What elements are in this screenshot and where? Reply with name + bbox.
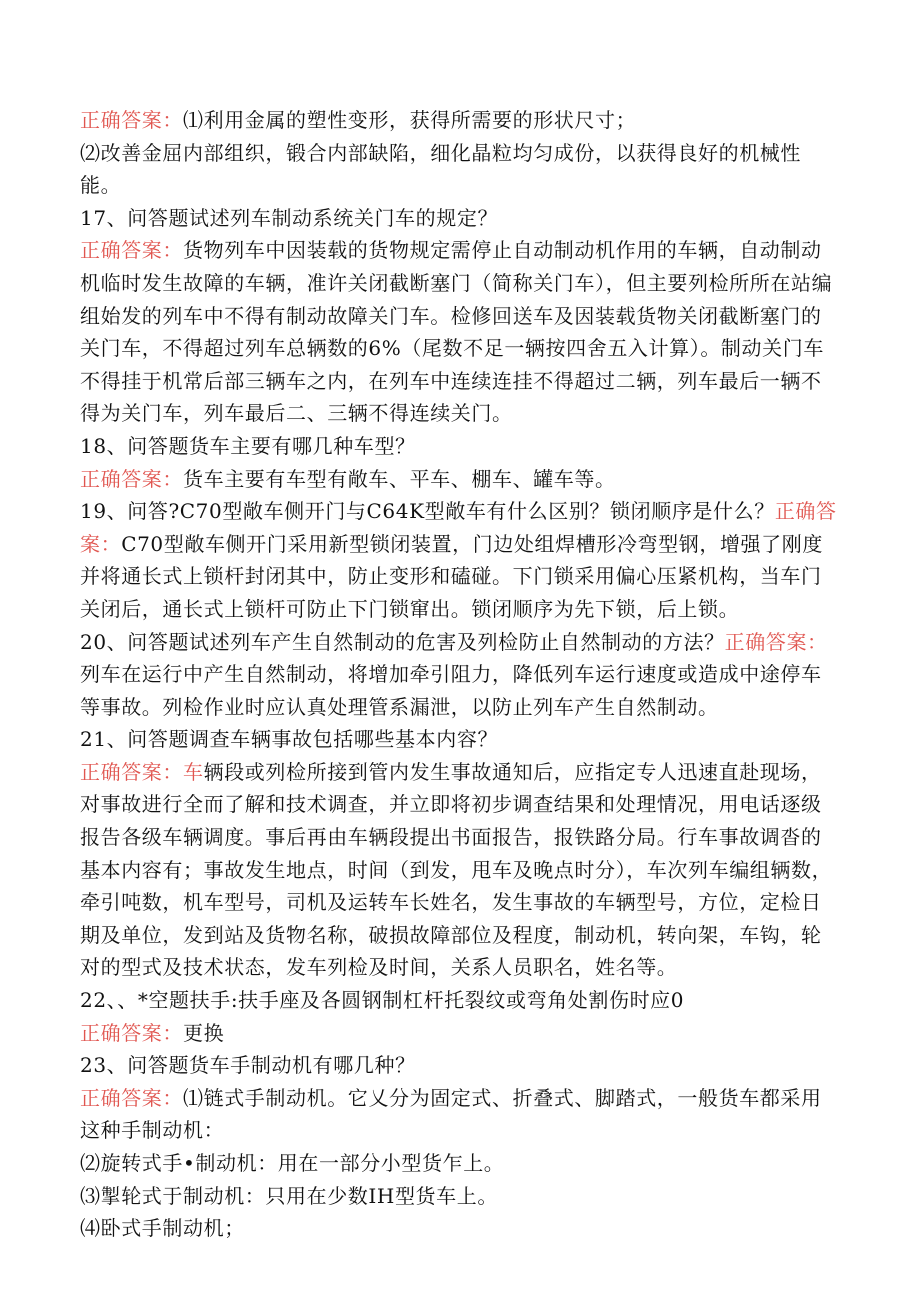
- text-paragraph: ⑷卧式手制动机；: [80, 1216, 245, 1241]
- text-paragraph: ⑵旋转式手•制动机：用在一部分小型货乍上。: [80, 1151, 505, 1175]
- answer-paragraph: [80, 1082, 840, 1147]
- answer-text: 更换: [183, 1020, 225, 1045]
- answer-paragraph: [80, 463, 840, 496]
- answer-label: 正确答案：: [80, 1085, 183, 1110]
- document-body: [80, 104, 840, 1245]
- question-answer-paragraph: [80, 495, 840, 625]
- question-paragraph: 22、、*空题扶手:扶手座及各圆钢制杠杆托裂纹或弯角处割伤时应0: [80, 988, 685, 1013]
- question-answer-paragraph: [80, 626, 840, 724]
- question-paragraph: 18、问答题货车主要有哪几种车型？: [80, 433, 416, 458]
- answer-text: 货车主要有车型有敞车、平车、棚车、罐车等。: [183, 466, 616, 491]
- answer-label: 正确答案：: [80, 1020, 183, 1045]
- text-paragraph: ⑶掣轮式于制动机：只用在少数IH型货车上。: [80, 1183, 498, 1208]
- answer-label: 正确答案：: [80, 466, 183, 491]
- question-text: 19、问答?C70型敞车侧开门与C64K型敞车有什么区别？锁闭顺序是什么？: [80, 499, 775, 524]
- answer-paragraph: [80, 756, 840, 984]
- answer-paragraph: [80, 1017, 840, 1050]
- text-paragraph: ⑵改善金屈内部组织，锻合内部缺陷，细化晶粒均匀成份，以获得良好的机械性能。: [80, 140, 801, 198]
- answer-text: ⑴链式手制动机。它乂分为固定式、折叠式、脚踏式，一般货车都采用这种手制动机：: [80, 1085, 822, 1143]
- question-paragraph: 21、问答题调查车辆事故包括哪些基本内容？: [80, 727, 499, 752]
- answer-text: 货物列车中因装载的货物规定需停止自动制动机作用的车辆，自动制动机临时发生故障的车辆，准许关闭截断塞门（简称关门车），但主要列检所所在站编组始发的列车中不得有制动故障关门车。检修回送车及因装载货物关闭截断塞门的关门车，不得超过列车总辆数的6%（尾数不足一辆按四舍五入计算）。制动关门车不得挂于机常后部三辆车之内，在列车中连续连挂不得超过二辆，列车最后一辆不得为关门车，列车最后二、三辆不得连续关门。: [80, 238, 833, 426]
- answer-paragraph: [80, 104, 840, 137]
- answer-label: 正确答案：: [80, 108, 183, 132]
- answer-text: 辆段或列检所接到管内发生事故通知后，应指定专人迅速直赴现场，对事故进行全而了解和技术调查，并立即将初步调查结果和处理情况，用电话逐级报告各级车辆调度。事后再由车辆段提出书面报告，报铁路分局。行车事故调沓的基本内容有；事故发生地点，时间（到发，甩车及晚点时分），车次列车编组辆数，牵引吨数，机车型号，司机及运转车长姓名，发生事故的车辆型号，方位，定检日期及单位，发到站及货物名称，破损故障部位及程度，制动机，转向架，车钩，轮对的型式及技术状态，发车列检及时间，关系人员职名，姓名等。: [80, 759, 833, 980]
- answer-text: 列车在运行中产生自然制动，将增加牵引阻力，降低列车运行速度或造成中途停车等事故。列检作业时应认真处理管系漏泄，以防止列车产生自然制动。: [80, 662, 822, 719]
- answer-label: 正确答案：: [724, 629, 828, 654]
- answer-paragraph: [80, 234, 840, 430]
- answer-text: C70型敞车侧开门采用新型锁闭装置，门边处组焊槽形冷弯型钢，增强了刚度并将通长式上锁杆封闭其中，防止变形和磕碰。下门锁采用偏心压紧机构，当车门关闭后，通长式上锁杆可防止下门锁窜出。锁闭顺序为先下锁，后上锁。: [80, 531, 823, 621]
- answer-label: 正确答案：: [80, 499, 837, 556]
- answer-label: 正确答案：车: [80, 759, 204, 784]
- answer-text: ⑴利用金属的塑性变形，获得所需要的形状尺寸；: [183, 108, 637, 132]
- question-paragraph: 23、问答题货车手制动机有哪几种？: [80, 1053, 416, 1078]
- answer-label: 正确答案：: [80, 238, 183, 263]
- question-text: 20、问答题试述列车产生自然制动的危害及列检防止自然制动的方法？: [80, 629, 725, 654]
- question-paragraph: 17、问答题试述列车制动系统关门车的规定？: [80, 205, 499, 230]
